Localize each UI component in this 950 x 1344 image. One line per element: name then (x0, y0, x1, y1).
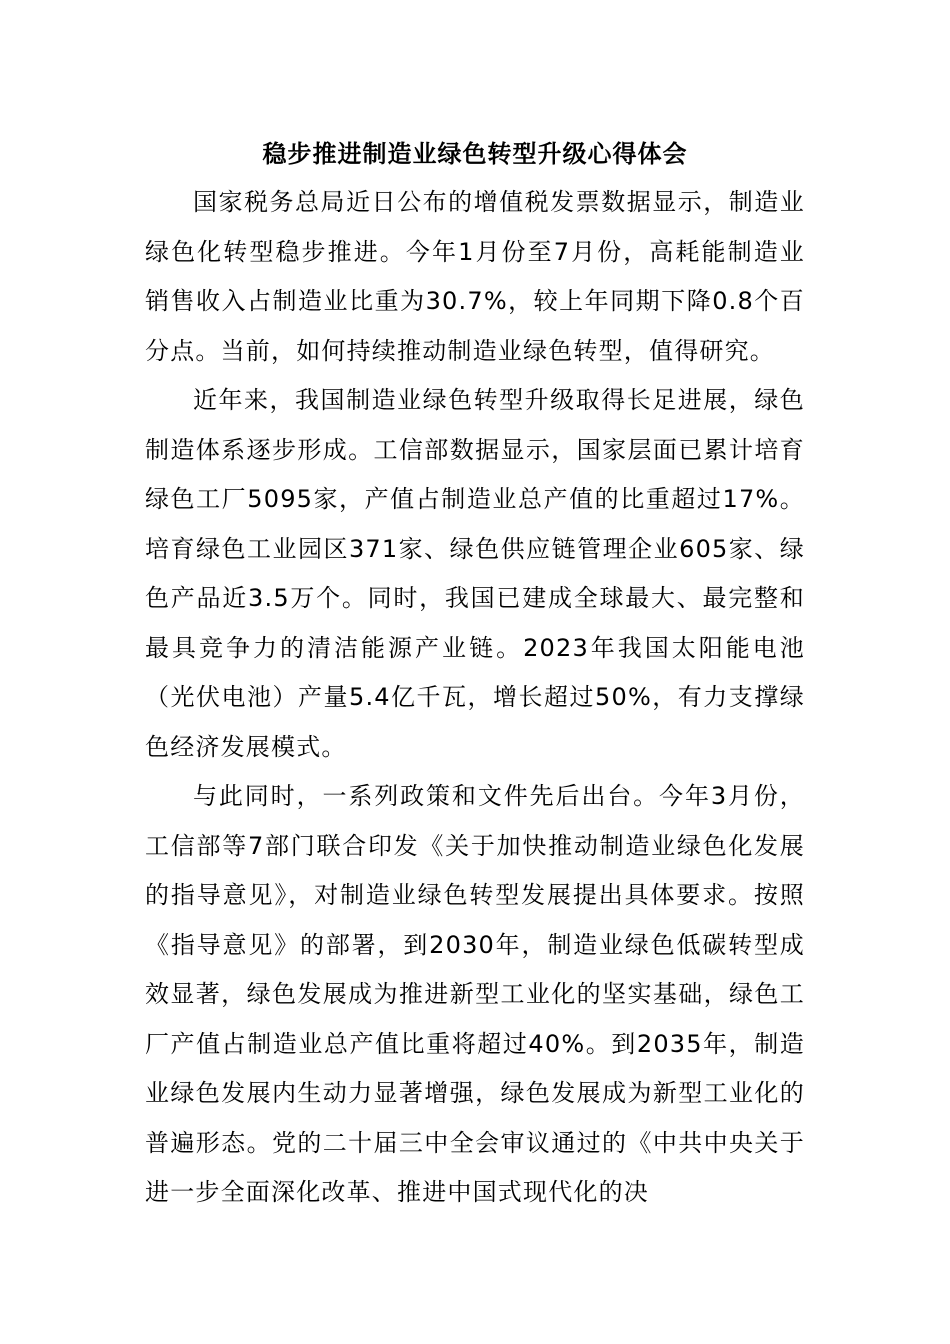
document-body (145, 178, 805, 1218)
paragraph-1: 国家税务总局近日公布的增值税发票数据显示，制造业绿色化转型稳步推进。今年1月份至7月份，高耗能制造业销售收入占制造业比重为30.7%，较上年同期下降0.8个百分点。当前，如何持续推动制造业绿色转型，值得研究。 (145, 188, 805, 365)
document-title: 稳步推进制造业绿色转型升级心得体会 (262, 140, 688, 168)
paragraph-3: 与此同时，一系列政策和文件先后出台。今年3月份，工信部等7部门联合印发《关于加快推动制造业绿色化发展的指导意见》，对制造业绿色转型发展提出具体要求。按照《指导意见》的部署，到2030年，制造业绿色低碳转型成效显著，绿色发展成为推进新型工业化的坚实基础，绿色工厂产值占制造业总产值比重将超过40%。到2035年，制造业绿色发展内生动力显著增强，绿色发展成为新型工业化的普遍形态。党的二十届三中全会审议通过的《中共中央关于进一步全面深化改革、推进中国式现代化的决 (145, 782, 805, 1206)
paragraph-2: 近年来，我国制造业绿色转型升级取得长足进展，绿色制造体系逐步形成。工信部数据显示，国家层面已累计培育绿色工厂5095家，产值占制造业总产值的比重超过17%。培育绿色工业园区371家、绿色供应链管理企业605家、绿色产品近3.5万个。同时，我国已建成全球最大、最完整和最具竞争力的清洁能源产业链。2023年我国太阳能电池（光伏电池）产量5.4亿千瓦，增长超过50%，有力支撑绿色经济发展模式。 (145, 386, 805, 761)
